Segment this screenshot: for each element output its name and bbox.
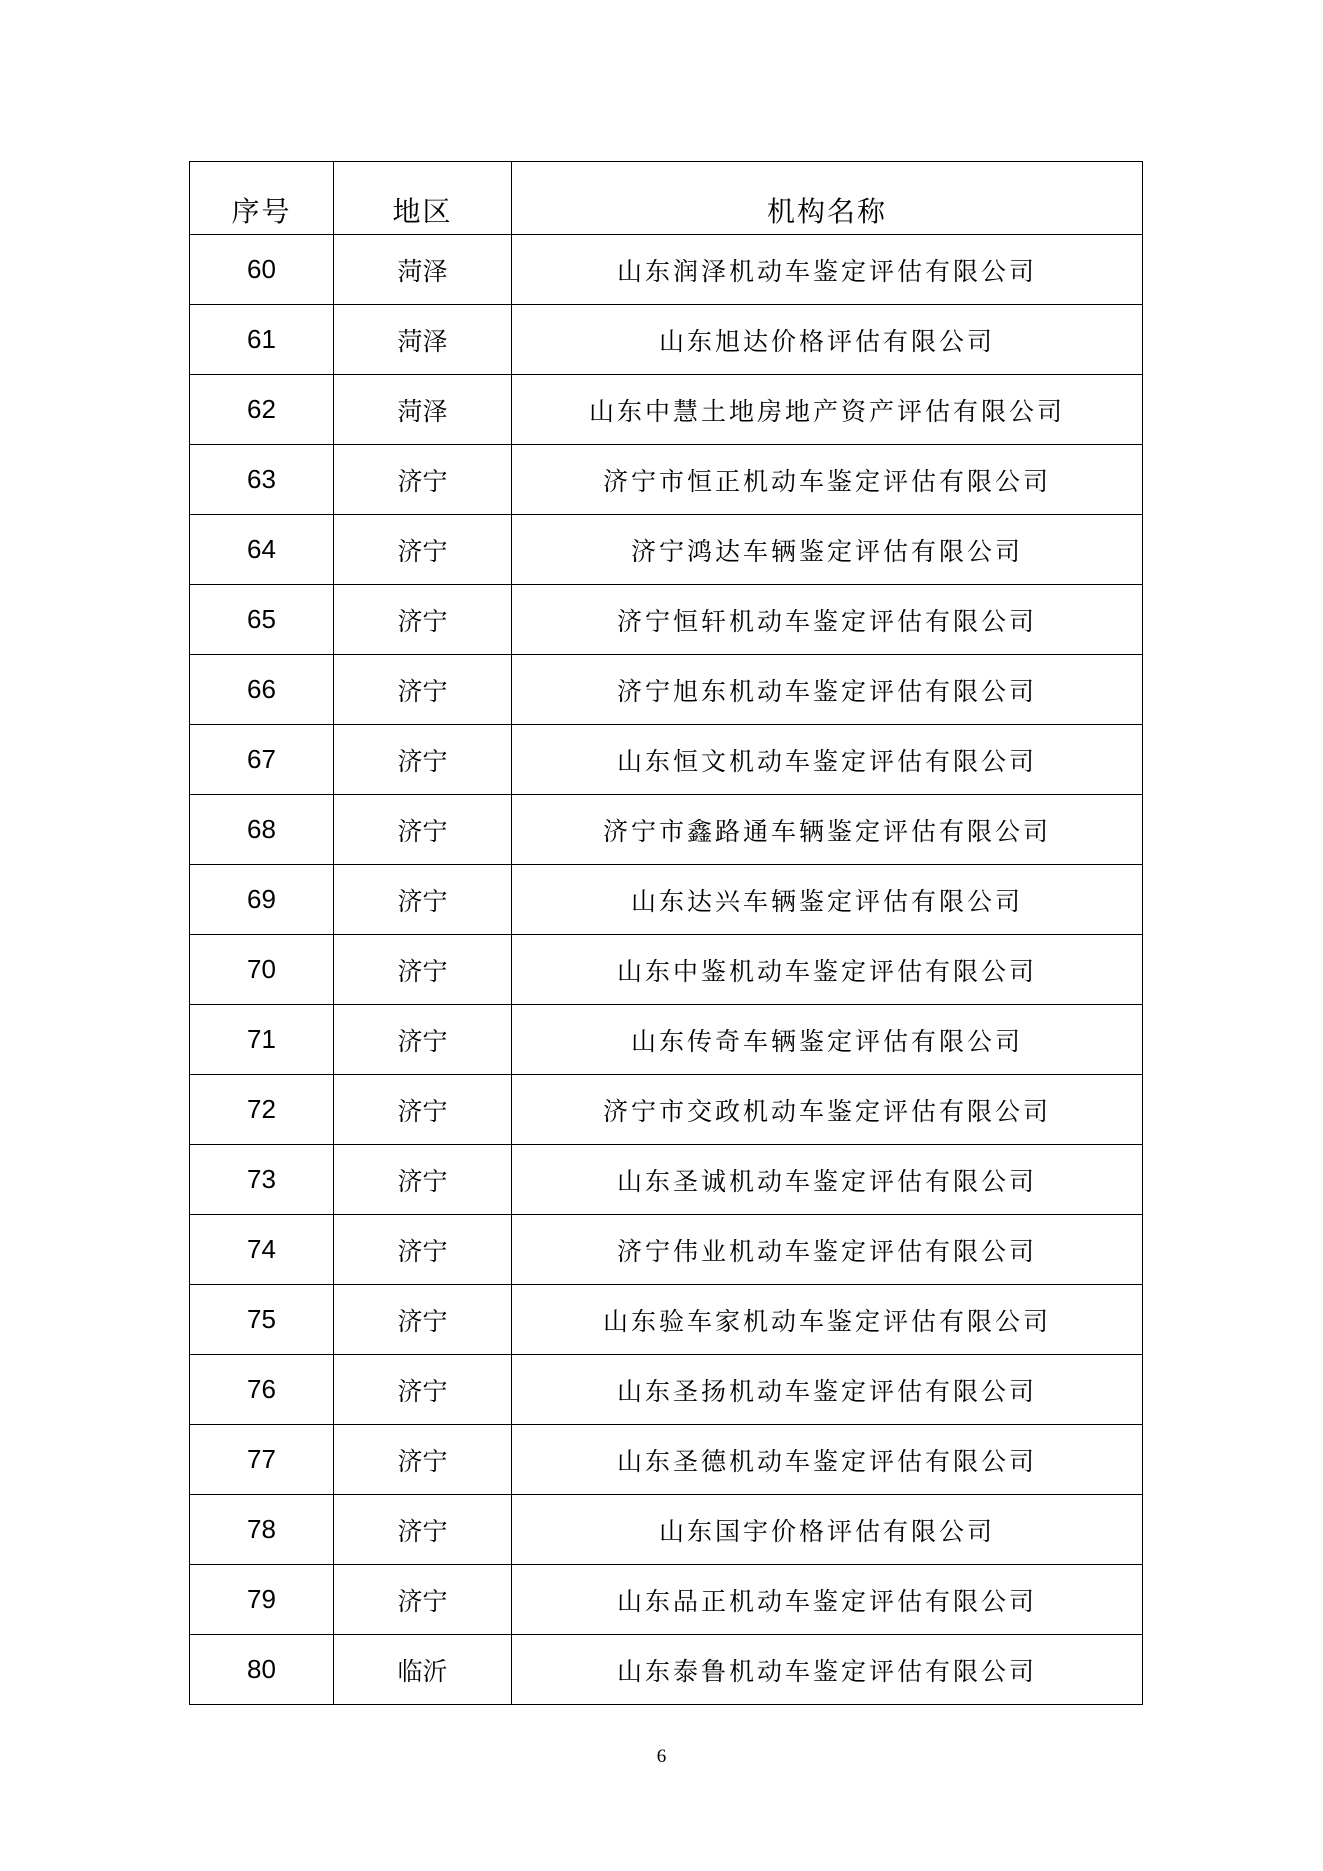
- table-row: [190, 585, 1143, 655]
- cell-region: 济宁: [334, 1005, 512, 1075]
- cell-institution-name: 山东圣诚机动车鉴定评估有限公司: [512, 1145, 1143, 1215]
- cell-serial-number: 60: [190, 235, 334, 305]
- table-row: [190, 1285, 1143, 1355]
- header-region: 地区: [334, 162, 512, 235]
- table-row: [190, 725, 1143, 795]
- cell-institution-name: 济宁市交政机动车鉴定评估有限公司: [512, 1075, 1143, 1145]
- cell-serial-number: 67: [190, 725, 334, 795]
- table-row: [190, 305, 1143, 375]
- cell-serial-number: 68: [190, 795, 334, 865]
- cell-serial-number: 77: [190, 1425, 334, 1495]
- cell-region: 菏泽: [334, 235, 512, 305]
- cell-serial-number: 78: [190, 1495, 334, 1565]
- cell-region: 济宁: [334, 1495, 512, 1565]
- table-row: [190, 375, 1143, 445]
- cell-region: 济宁: [334, 1075, 512, 1145]
- cell-serial-number: 63: [190, 445, 334, 515]
- cell-region: 济宁: [334, 585, 512, 655]
- table-row: [190, 1495, 1143, 1565]
- table-row: [190, 1565, 1143, 1635]
- table-row: [190, 1005, 1143, 1075]
- cell-institution-name: 山东达兴车辆鉴定评估有限公司: [512, 865, 1143, 935]
- table-row: [190, 1635, 1143, 1705]
- cell-region: 济宁: [334, 1565, 512, 1635]
- cell-institution-name: 山东圣德机动车鉴定评估有限公司: [512, 1425, 1143, 1495]
- cell-institution-name: 山东品正机动车鉴定评估有限公司: [512, 1565, 1143, 1635]
- cell-serial-number: 75: [190, 1285, 334, 1355]
- cell-serial-number: 71: [190, 1005, 334, 1075]
- page-number: 6: [656, 1746, 667, 1767]
- cell-institution-name: 山东圣扬机动车鉴定评估有限公司: [512, 1355, 1143, 1425]
- table-row: [190, 865, 1143, 935]
- cell-institution-name: 山东旭达价格评估有限公司: [512, 305, 1143, 375]
- table-row: [190, 1355, 1143, 1425]
- cell-region: 济宁: [334, 1355, 512, 1425]
- cell-serial-number: 80: [190, 1635, 334, 1705]
- header-institution-name: 机构名称: [512, 162, 1143, 235]
- cell-serial-number: 65: [190, 585, 334, 655]
- institution-table: [189, 161, 1143, 1705]
- cell-serial-number: 69: [190, 865, 334, 935]
- cell-region: 济宁: [334, 1145, 512, 1215]
- cell-institution-name: 山东泰鲁机动车鉴定评估有限公司: [512, 1635, 1143, 1705]
- cell-region: 济宁: [334, 1425, 512, 1495]
- table-row: [190, 235, 1143, 305]
- cell-institution-name: 山东传奇车辆鉴定评估有限公司: [512, 1005, 1143, 1075]
- table-header: [190, 162, 1143, 235]
- table-row: [190, 515, 1143, 585]
- cell-serial-number: 61: [190, 305, 334, 375]
- cell-serial-number: 79: [190, 1565, 334, 1635]
- cell-institution-name: 济宁伟业机动车鉴定评估有限公司: [512, 1215, 1143, 1285]
- cell-institution-name: 山东润泽机动车鉴定评估有限公司: [512, 235, 1143, 305]
- table-row: [190, 1075, 1143, 1145]
- cell-region: 济宁: [334, 865, 512, 935]
- cell-institution-name: 山东恒文机动车鉴定评估有限公司: [512, 725, 1143, 795]
- cell-region: 菏泽: [334, 375, 512, 445]
- table-row: [190, 445, 1143, 515]
- cell-institution-name: 山东验车家机动车鉴定评估有限公司: [512, 1285, 1143, 1355]
- cell-serial-number: 76: [190, 1355, 334, 1425]
- table-row: [190, 1145, 1143, 1215]
- cell-serial-number: 70: [190, 935, 334, 1005]
- cell-region: 济宁: [334, 725, 512, 795]
- cell-region: 济宁: [334, 1285, 512, 1355]
- cell-region: 济宁: [334, 795, 512, 865]
- cell-region: 济宁: [334, 655, 512, 725]
- cell-institution-name: 山东中慧土地房地产资产评估有限公司: [512, 375, 1143, 445]
- cell-serial-number: 73: [190, 1145, 334, 1215]
- cell-institution-name: 济宁鸿达车辆鉴定评估有限公司: [512, 515, 1143, 585]
- cell-serial-number: 72: [190, 1075, 334, 1145]
- table-row: [190, 655, 1143, 725]
- header-serial-number: 序号: [190, 162, 334, 235]
- cell-region: 济宁: [334, 1215, 512, 1285]
- cell-region: 临沂: [334, 1635, 512, 1705]
- cell-region: 济宁: [334, 445, 512, 515]
- table-row: [190, 1425, 1143, 1495]
- cell-institution-name: 济宁旭东机动车鉴定评估有限公司: [512, 655, 1143, 725]
- cell-region: 济宁: [334, 935, 512, 1005]
- cell-serial-number: 74: [190, 1215, 334, 1285]
- cell-institution-name: 山东中鉴机动车鉴定评估有限公司: [512, 935, 1143, 1005]
- cell-serial-number: 66: [190, 655, 334, 725]
- table-body: [190, 235, 1143, 1705]
- cell-serial-number: 62: [190, 375, 334, 445]
- header-row: [190, 162, 1143, 235]
- cell-institution-name: 山东国宇价格评估有限公司: [512, 1495, 1143, 1565]
- table-row: [190, 935, 1143, 1005]
- cell-region: 济宁: [334, 515, 512, 585]
- table-row: [190, 795, 1143, 865]
- cell-region: 菏泽: [334, 305, 512, 375]
- cell-institution-name: 济宁市鑫路通车辆鉴定评估有限公司: [512, 795, 1143, 865]
- cell-institution-name: 济宁恒轩机动车鉴定评估有限公司: [512, 585, 1143, 655]
- table-row: [190, 1215, 1143, 1285]
- cell-serial-number: 64: [190, 515, 334, 585]
- cell-institution-name: 济宁市恒正机动车鉴定评估有限公司: [512, 445, 1143, 515]
